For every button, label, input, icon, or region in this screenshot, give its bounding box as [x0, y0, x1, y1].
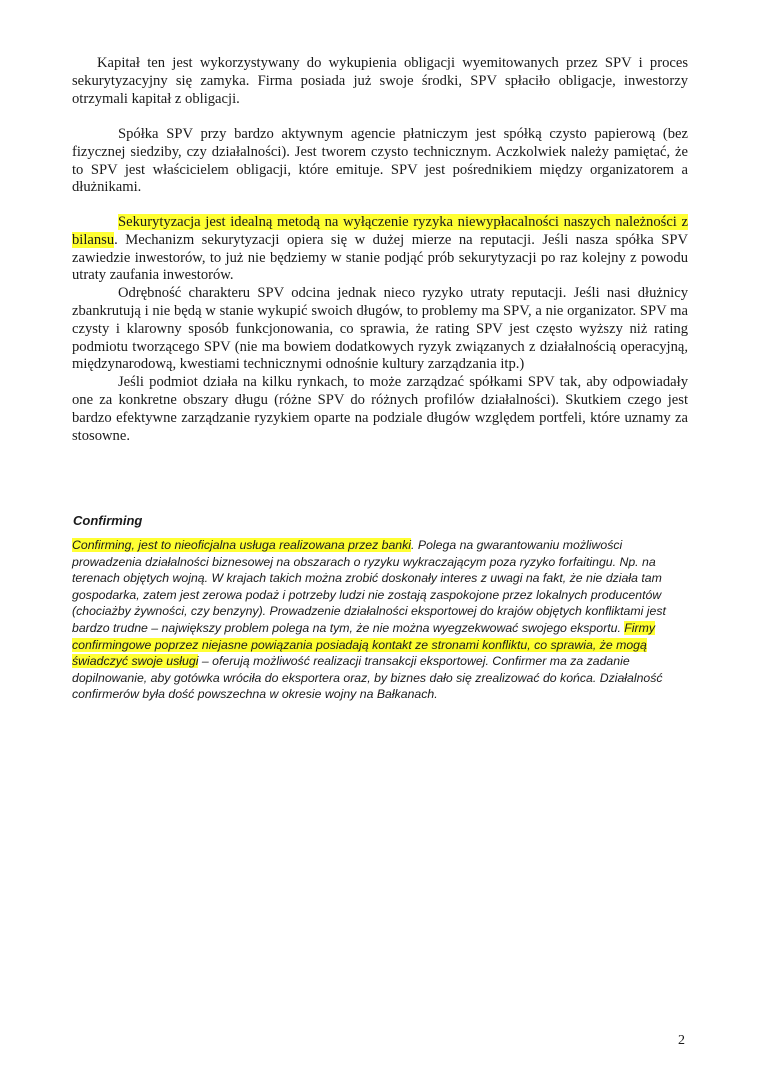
paragraph-3-block [72, 214, 688, 445]
section-body [72, 537, 688, 703]
paragraph-1-text: Kapitał ten jest wykorzystywany do wykupienia obligacji wyemitowanych przez SPV i proces sekurytyzacyjny się zamyka. Firma posiada już swoje środki, SPV spłaciło obligacje, inwestorzy otrzymali kapitał z obligacji. [72, 55, 688, 107]
paragraph-1 [72, 55, 688, 108]
highlighted-text-2: Firmy confirmingowe poprzez niejasne powiązania posiadają kontakt ze stronami konfliktu, co sprawia, że mogą świadczyć swoje usługi [72, 620, 656, 669]
section-paragraph [72, 537, 688, 703]
paragraph-3 [72, 214, 688, 285]
section-heading [72, 513, 142, 528]
highlighted-text: Sekurytyzacja jest idealną metodą na wyłączenie ryzyka niewypłacalności naszych należności z bilansu [72, 214, 688, 248]
highlighted-text-1: Confirming, jest to nieoficjalna usługa realizowana przez banki [72, 538, 412, 552]
section-title: Confirming [73, 513, 143, 528]
paragraph-5: Jeśli podmiot działa na kilku rynkach, to może zarządzać spółkami SPV tak, aby odpowiadały one za konkretne obszary długu (różne SPV do różnych profilów działalności). Skutkiem czego jest bardzo efektywne zarządzanie ryzykiem oparte na podziale długów względem portfeli, które uznamy za stosowne. [72, 374, 688, 444]
section-text-2: – oferują możliwość realizacji transakcji eksportowej. Confirmer ma za zadanie dopilnowanie, aby gotówka wróciła do eksportera oraz, by biznes dało się zrealizować do końca. Działalność confirmerów była dość powszechna w okresie wojny na Bałkanach. [72, 654, 663, 702]
paragraph-3-text: . Mechanizm sekurytyzacji opiera się w dużej mierze na reputacji. Jeśli nasza spółka SPV zawiedzie inwestorów, to już nie będziemy w stanie podjąć prób sekurytyzacji po raz kolejny z powodu utraty zaufania inwestorów. [72, 231, 688, 284]
paragraph-2 [72, 126, 688, 197]
paragraph-4: Odrębność charakteru SPV odcina jednak nieco ryzyko utraty reputacji. Jeśli nasi dłużnicy zbankrutują i nie będą w stanie wykupić swoich długów, to problemy ma SPV, a nie organizator. SPV ma czysty i klarowny sposób funkcjonowania, co sprawia, że rating SPV jest często wyższy niż rating podmiotu tworzącego SPV (nie ma bowiem dodatkowych ryzyk związanych z działalnością operacyjną, międzynarodową, kwestiami technicznymi odnośnie kultury zarządzania itp.) [72, 285, 688, 373]
paragraph-2-text: Spółka SPV przy bardzo aktywnym agencie płatniczym jest spółką czysto papierową (bez fizycznej siedziby, czy działalności). Jest tworem czysto technicznym. Aczkolwiek należy pamiętać, że to SPV jest właścicielem obligacji, które emituje. SPV jest pośrednikiem między organizatorem a dłużnikami. [72, 126, 688, 196]
page-number: 2 [678, 1033, 685, 1048]
section-text-1: . Polega na gwarantowaniu możliwości prowadzenia działalności biznesowej na obszarach o ryzyku wykraczającym poza ryzyko forfaitingu. Np. na terenach objętych wojną. W krajach takich można zrobić doskonały interes z uwagi na fakt, że nie działa tam gospodarka, zatem jest zerowa podaż i potrzeby ludzi nie zostają zaspokojone przez lokalnych producentów (chociażby żywności, czy benzyny). Prowadzenie działalności eksportowej do krajów objętych konfliktami jest bardzo trudne – największy problem polega na tym, że nie można wyegzekwować swojego eksportu. [72, 538, 666, 635]
